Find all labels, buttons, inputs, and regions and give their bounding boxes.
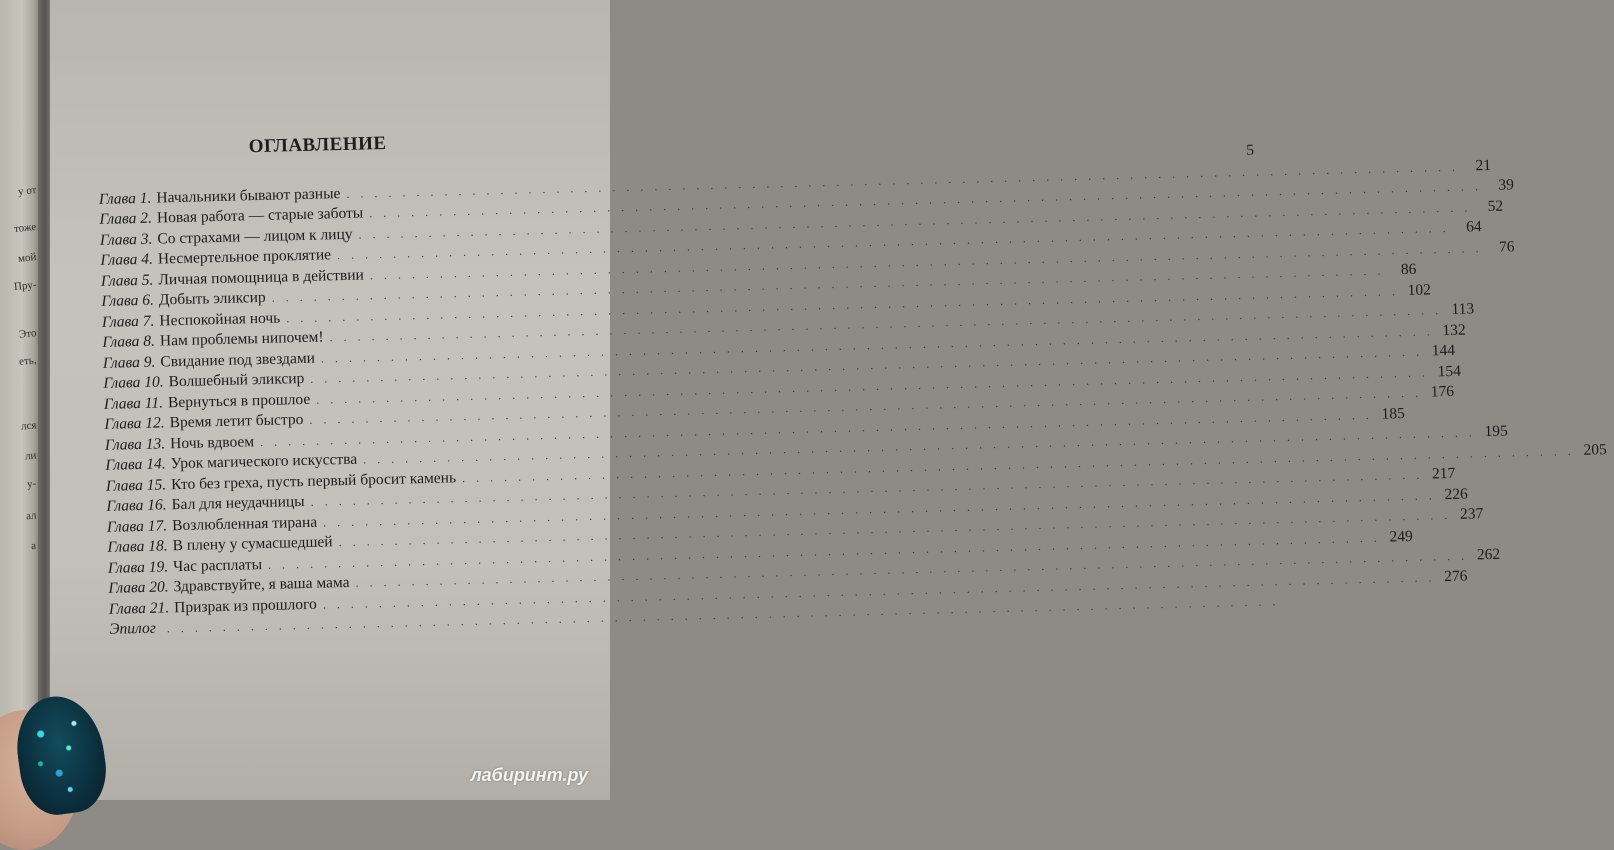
- left-page-text-fragment: ли: [24, 449, 37, 463]
- left-page-text-fragment: Это: [17, 327, 37, 341]
- left-page-text-fragment: лся: [19, 419, 37, 433]
- chapter-number: Глава 21.: [108, 598, 170, 618]
- chapter-number: Глава 4.: [100, 250, 154, 269]
- chapter-title: Добыть эликсир: [158, 288, 266, 309]
- chapter-title: Призрак из прошлого: [173, 595, 317, 616]
- watermark-logo: лабиринт.ру: [470, 765, 588, 785]
- page-number: 76: [1498, 237, 1515, 256]
- chapter-number: Глава 17.: [106, 516, 168, 536]
- page-number: [1286, 604, 1312, 605]
- page-title: ОГЛАВЛЕНИЕ: [248, 132, 387, 158]
- left-page-text-fragment: тоже: [13, 220, 37, 236]
- chapter-number: Глава 19.: [107, 557, 169, 577]
- page-content: [94, 0, 1607, 800]
- page-number: 144: [1431, 341, 1456, 360]
- page-number: 64: [1465, 218, 1482, 236]
- page-number: 262: [1476, 545, 1501, 564]
- book-page: [50, 0, 1607, 800]
- chapter-title: Неспокойная ночь: [159, 309, 281, 329]
- chapter-number: Глава 12.: [104, 414, 165, 433]
- chapter-number: Глава 7.: [101, 312, 155, 331]
- page-number: 176: [1430, 382, 1455, 401]
- page-number: 226: [1444, 485, 1468, 503]
- left-page-text-fragment: Пру-: [12, 278, 37, 294]
- chapter-number: Глава 14.: [105, 455, 166, 474]
- finger: [0, 690, 130, 800]
- chapter-number: Глава 15.: [105, 475, 167, 495]
- chapter-title: Свидание под звездами: [160, 349, 316, 370]
- left-page-text-fragment: мой: [17, 251, 37, 265]
- left-page-text-fragment: а: [30, 539, 37, 553]
- chapter-title: Возлюбленная тирана: [171, 513, 318, 534]
- page-number: 195: [1484, 422, 1509, 441]
- chapter-title: Здравствуйте, я ваша мама: [173, 573, 350, 596]
- chapter-title: Урок магического искусства: [170, 450, 358, 473]
- chapter-title: Ночь вдвоем: [169, 432, 255, 452]
- chapter-title: Бал для неудачницы: [171, 493, 305, 514]
- page-number: 39: [1498, 176, 1515, 194]
- left-page-text-fragment: у-: [26, 477, 37, 491]
- page-number: 132: [1442, 321, 1466, 339]
- chapter-number: Глава 5.: [100, 271, 154, 290]
- chapter-number: Глава 2.: [99, 209, 153, 228]
- page-number: 113: [1451, 300, 1475, 318]
- page-number: 5: [1246, 141, 1255, 159]
- page-number: 237: [1459, 505, 1484, 523]
- chapter-number: Глава 6.: [101, 291, 155, 310]
- chapter-title: Время летит быстро: [169, 411, 304, 432]
- chapter-title: Час расплаты: [172, 555, 263, 575]
- chapter-title: Волшебный эликсир: [168, 369, 305, 391]
- left-page-text-fragment: ал: [24, 509, 37, 523]
- chapter-number: Глава 16.: [106, 496, 167, 515]
- page-number: 185: [1381, 404, 1405, 423]
- chapter-number: Глава 11.: [103, 393, 164, 413]
- page-number: 249: [1389, 527, 1413, 546]
- left-page-text-fragment: еть,: [17, 354, 37, 368]
- chapter-number: Глава 13.: [104, 434, 166, 454]
- page-number: 21: [1475, 156, 1492, 174]
- chapter-title: Кто без греха, пусть первый бросит камень: [170, 468, 457, 493]
- page-number: 205: [1583, 440, 1607, 459]
- chapter-number: Глава 8.: [102, 332, 156, 351]
- chapter-number: Глава 20.: [108, 578, 169, 597]
- page-number: 102: [1407, 280, 1432, 299]
- chapter-title: Вернуться в прошлое: [167, 390, 311, 411]
- chapter-title: Нам проблемы нипочем!: [159, 328, 324, 350]
- left-facing-page: [0, 0, 40, 800]
- chapter-number: Глава 10.: [103, 373, 164, 392]
- chapter-title: В плену у сумасшедшей: [172, 533, 333, 555]
- chapter-title: Со страхами — лицом к лицу: [157, 225, 353, 248]
- chapter-number: Глава 1.: [98, 189, 152, 208]
- chapter-title: Начальники бывают разные: [156, 184, 341, 207]
- chapter-number: Эпилог: [109, 619, 156, 638]
- left-page-text-fragment: у от: [17, 184, 37, 198]
- page-number: 154: [1437, 362, 1462, 380]
- chapter-number: Глава 18.: [107, 537, 168, 556]
- page-number: 276: [1443, 567, 1468, 585]
- chapter-title: Новая работа — старые заботы: [156, 204, 364, 227]
- chapter-title: Несмертельное проклятие: [157, 246, 332, 268]
- chapter-number: Глава 9.: [102, 353, 156, 372]
- page-number: 217: [1431, 464, 1456, 483]
- chapter-number: Глава 3.: [99, 230, 153, 249]
- page-number: 86: [1400, 260, 1417, 279]
- chapter-title: Личная помощница в действии: [158, 265, 365, 289]
- page-number: 52: [1487, 197, 1504, 215]
